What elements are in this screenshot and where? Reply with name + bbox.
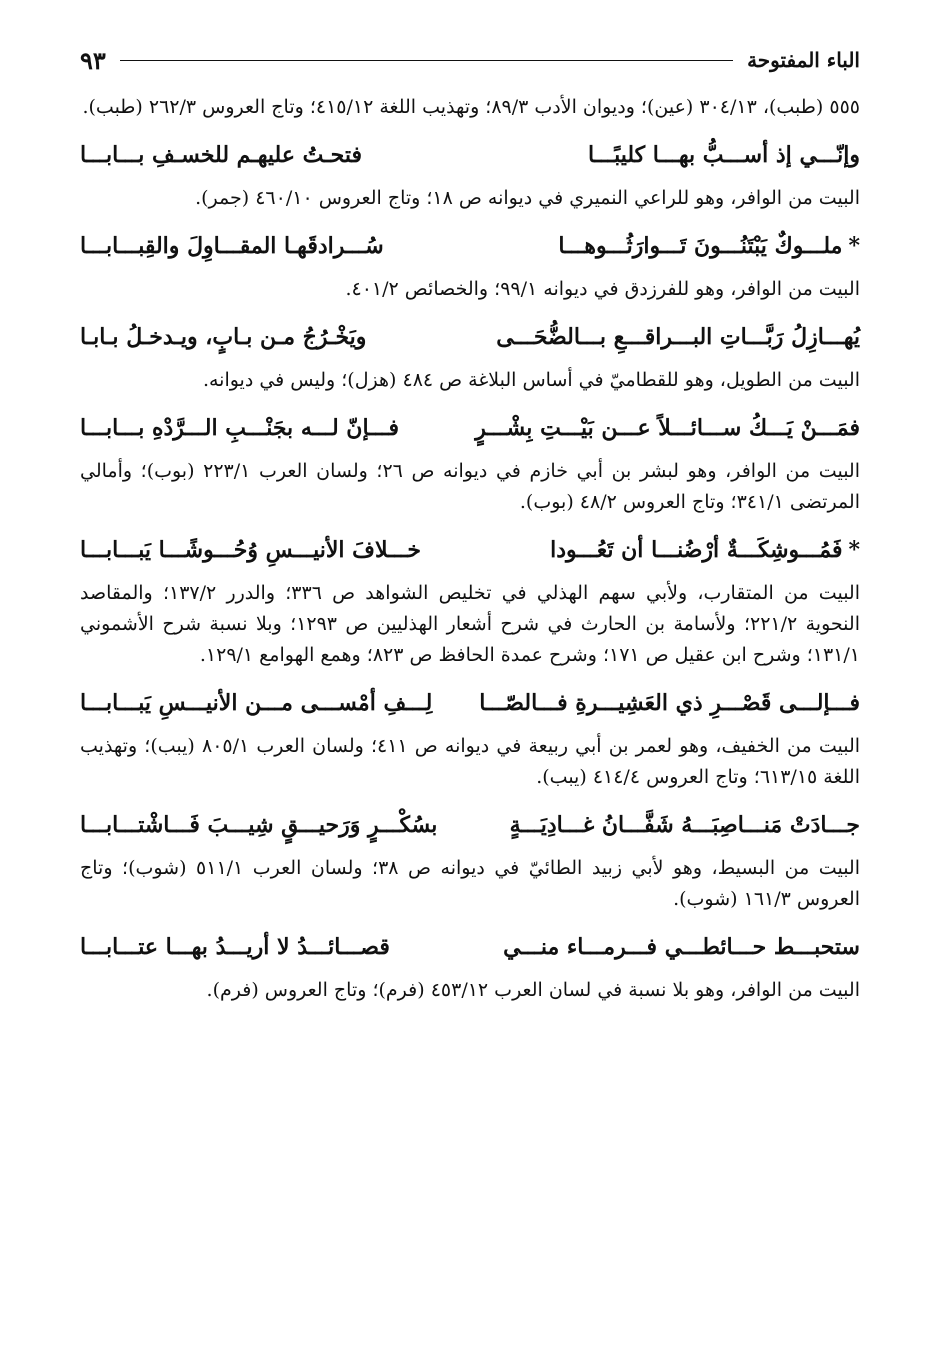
first-hemistich-text: فَمُـــوشِكَـــةٌ أرْضُنـــا أن تَعُـــودا <box>550 537 843 563</box>
chapter-title: الباء المفتوحة <box>747 48 860 72</box>
verse-line <box>80 929 860 965</box>
first-hemistich: ستحبـــط حـــائطـــي فـــرمـــاء منـــي <box>503 934 860 960</box>
page-body <box>80 92 860 1006</box>
verse-note: البيت من الوافر، وهو للراعي النميري في ديوانه ص ١٨؛ وتاج العروس ٤٦٠/١٠ (جمر). <box>195 187 860 209</box>
first-hemistich-text: ملـــوكٌ يَبْتَنُـــونَ تَـــوارَثُـــوهـــا <box>558 233 843 259</box>
verse-line <box>80 532 860 568</box>
first-hemistich: فمَـــنْ يَـــكُ ســـائـــلاً عـــن بَيْـــتِ بِشْـــرٍ <box>475 415 860 441</box>
second-hemistich: فتحـتُ عليهـم للخسـفِ بـــابـــا <box>80 142 363 168</box>
second-hemistich: فـــإنّ لـــه بجَنْـــبِ الـــرَّدْهِ بـــابـــا <box>80 415 400 441</box>
verse-note: البيت من الوافر، وهو لبشر بن أبي خازم في ديوانه ص ٢٦؛ ولسان العرب ٢٢٣/١ (بوب)؛ وأمالي المرتضى ٣٤١/١؛ وتاج العروس ٤٨/٢ (بوب). <box>80 460 860 513</box>
second-hemistich: قصـــائـــدُ لا أريـــدُ بهـــا عتـــابـــا <box>80 934 390 960</box>
second-hemistich: ويَخْـرُجُ مـن بـابٍ، ويـدخـلُ بـابـا <box>80 324 367 350</box>
header-rule <box>120 60 733 61</box>
first-hemistich: فـــإلـــى قَصْـــرِ ذي العَشِيـــرةِ فـــالصّـــا <box>479 690 860 716</box>
verse-line <box>80 685 860 721</box>
second-hemistich: خـــلافَ الأنيـــسِ وُحُـــوشًـــا يَبـــابـــا <box>80 537 422 563</box>
second-hemistich: لِـــفِ أمْســـى مـــن الأنيـــسِ يَبـــابـــا <box>80 690 433 716</box>
verse-line <box>80 228 860 264</box>
running-header <box>80 40 860 80</box>
second-hemistich: سُـــرادقَهـا المقـــاوِلَ والقِبـــابـــا <box>80 233 384 259</box>
verse-note: البيت من الخفيف، وهو لعمر بن أبي ربيعة في ديوانه ص ٤١١؛ ولسان العرب ٨٠٥/١ (يبب)؛ وتهذيب اللغة ٦١٣/١٥؛ وتاج العروس ٤١٤/٤ (يبب). <box>80 735 861 788</box>
verse-line <box>80 319 860 355</box>
first-hemistich: يُهـــازِلُ رَبَّـــاتِ البـــراقـــعِ بـــالضُّحَـــى <box>496 324 860 350</box>
asterisk-marker: * <box>848 233 860 259</box>
verse-note: البيت من المتقارب، ولأبي سهم الهذلي في تخليص الشواهد ص ٣٣٦؛ والدرر ١٣٧/٢؛ والمقاصد النحوية ٢٢١/٢؛ ولأسامة بن الحارث في شرح أشعار الهذليين ص ١٢٩٣؛ وبلا نسبة شرح الأشموني ١٣١/١؛ وشرح ابن عقيل ص ١٧١؛ وشرح عمدة الحافظ ص ٨٢٣؛ وهمع الهوامع ١٢٩/١. <box>80 582 860 666</box>
first-hemistich <box>550 532 860 568</box>
asterisk-marker: * <box>848 537 860 563</box>
verse-note: البيت من الطويل، وهو للقطاميّ في أساس البلاغة ص ٤٨٤ (هزل)؛ وليس في ديوانه. <box>202 369 860 391</box>
second-hemistich: بسُكْـــرٍ وَرَحيـــقٍ شِيـــبَ فَـــاشْتـــابـــا <box>80 812 438 838</box>
verse-note: البيت من البسيط، وهو لأبي زبيد الطائيّ في ديوانه ص ٣٨؛ ولسان العرب ٥١١/١ (شوب)؛ وتاج العروس ١٦١/٣ (شوب). <box>80 857 860 910</box>
verse-line <box>80 410 860 446</box>
verse-note: البيت من الوافر، وهو للفرزدق في ديوانه ٩٩/١؛ والخصائص ٤٠١/٢. <box>345 278 860 300</box>
first-hemistich: جـــادَتْ مَنـــاصِبَـــهُ شَفَّـــانُ غـــادِيَـــةٍ <box>509 812 860 838</box>
verse-line <box>80 137 860 173</box>
first-hemistich: وإنّـــي إذ أســـبُّ بهـــا كليبًـــا <box>588 142 860 168</box>
first-hemistich <box>558 228 860 264</box>
page-number: ٩٣ <box>80 45 106 75</box>
verse-line <box>80 807 860 843</box>
intro-note: ٥٥٥ (طبب)، ٣٠٤/١٣ (عين)؛ وديوان الأدب ٨٩/٣؛ وتهذيب اللغة ٤١٥/١٢؛ وتاج العروس ٢٦٢/٣ (طبب). <box>82 96 860 118</box>
verse-note: البيت من الوافر، وهو بلا نسبة في لسان العرب ٤٥٣/١٢ (فرم)؛ وتاج العروس (فرم). <box>206 979 860 1001</box>
